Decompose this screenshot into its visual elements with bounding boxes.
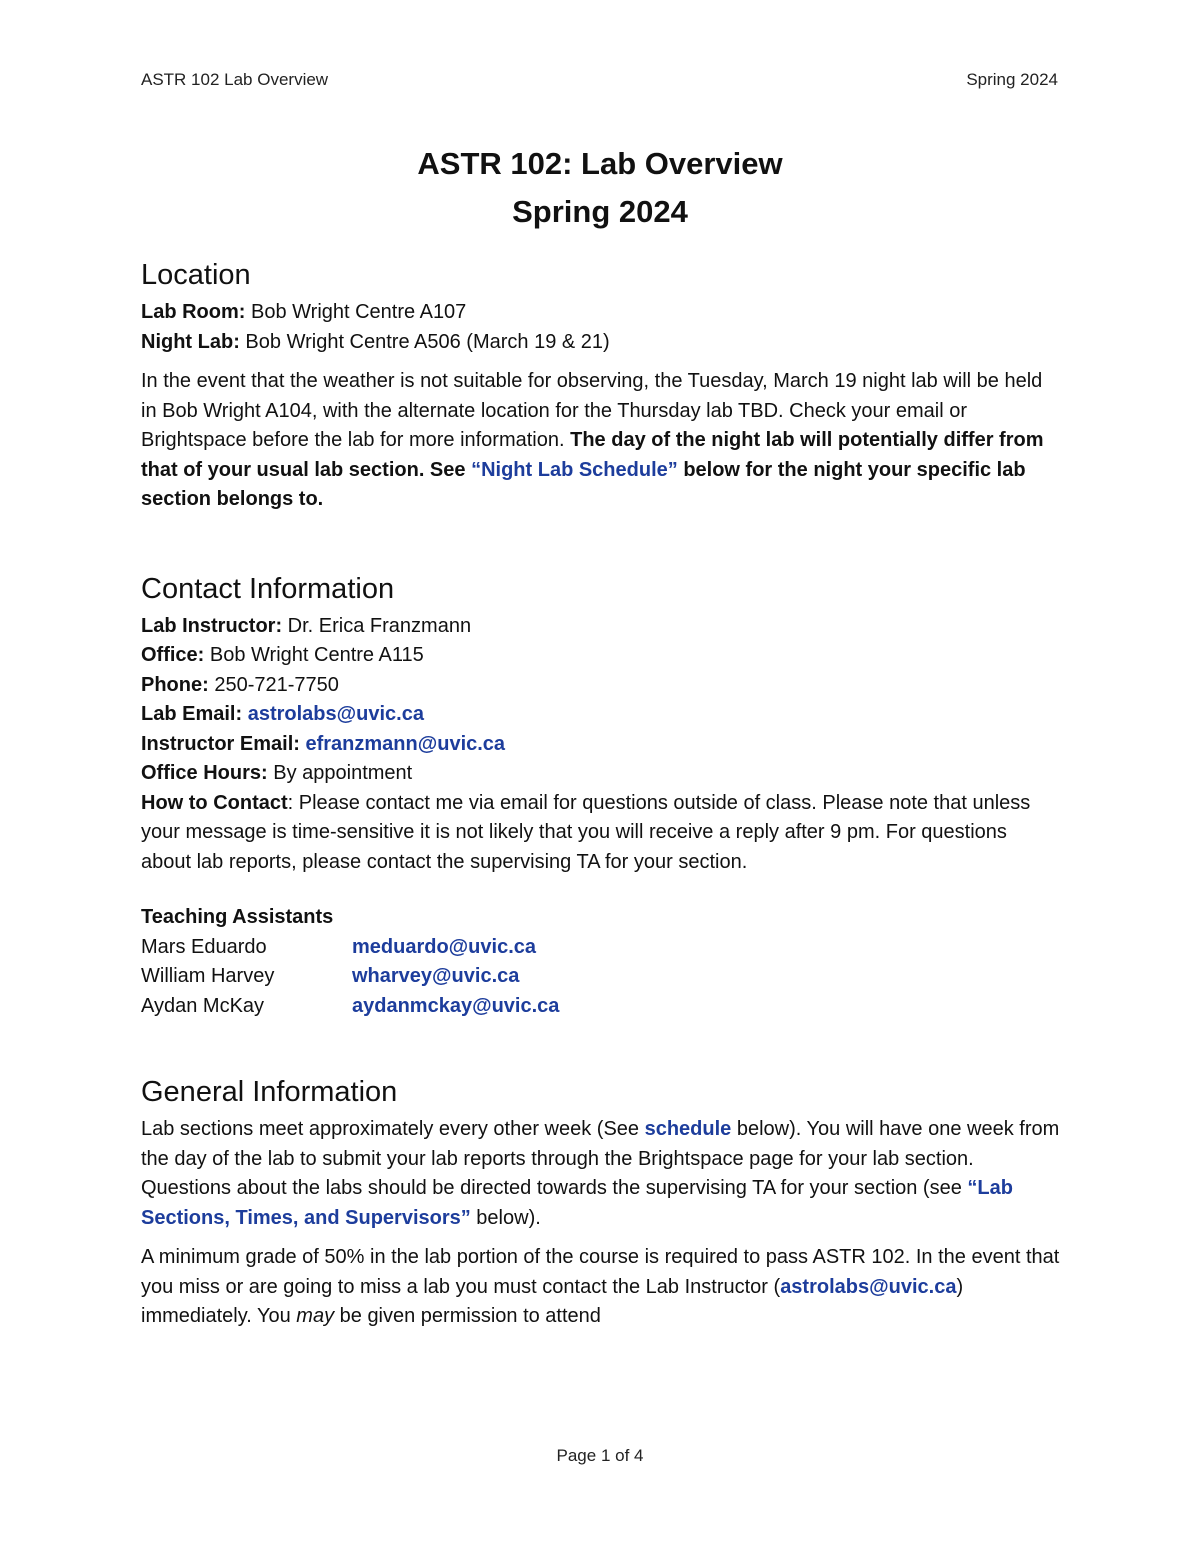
lab-email-line xyxy=(141,700,1061,730)
general-p1-text: Lab sections meet approximately every other week (See xyxy=(141,1118,645,1140)
location-para-bold-end: below for the night your specific lab section belongs to. xyxy=(141,458,1026,510)
contact-heading: Contact Information xyxy=(141,572,395,605)
general-paragraph-2 xyxy=(141,1243,1061,1332)
page-number: Page 1 of 4 xyxy=(556,1446,644,1465)
general-p2-emphasis: may xyxy=(296,1305,335,1327)
location-para-text: In the event that the weather is not suitable for observing, the Tuesday, March 19 night lab will be held in Bob Wright A104, with the alternate location for the Thursday lab TBD. Check your email or Brightspace before the lab for more information. xyxy=(141,370,1043,451)
ta-row xyxy=(141,992,1061,1022)
ta-email-link[interactable]: wharvey@uvic.ca xyxy=(352,965,520,987)
lab-room-value: Bob Wright Centre A107 xyxy=(245,301,467,323)
general-paragraph-1 xyxy=(141,1115,1061,1233)
night-lab-value: Bob Wright Centre A506 (March 19 & 21) xyxy=(239,330,610,353)
instructor-label: Lab Instructor: xyxy=(141,614,283,637)
instructor-value: Dr. Erica Franzmann xyxy=(282,614,472,637)
running-header-left: ASTR 102 Lab Overview xyxy=(141,70,329,89)
office-label: Office: xyxy=(141,644,205,666)
ta-heading xyxy=(141,903,1061,933)
general-section xyxy=(141,1073,1061,1332)
instructor-email-label: Instructor Email: xyxy=(141,732,306,755)
instructor-email-link[interactable]: efranzmann@uvic.ca xyxy=(305,732,506,755)
general-p1-text-2: below). You will have one week from the day of the lab to submit your lab reports through the Brightspace page for your lab section. Questions about the labs should be directed towards the supervising TA for your section (see xyxy=(141,1118,1060,1199)
ta-name: Mars Eduardo xyxy=(141,935,267,958)
night-lab-line xyxy=(141,328,1061,358)
lab-email-link[interactable]: astrolabs@uvic.ca xyxy=(247,703,424,725)
general-p2-text: A minimum grade of 50% in the lab portion of the course is required to pass ASTR 102. In the event that you miss or are going to miss a lab you must contact the Lab Instructor ( xyxy=(141,1246,1060,1298)
phone-label: Phone: xyxy=(141,673,209,696)
office-hours-value: By appointment xyxy=(267,762,413,784)
how-to-contact-value: : Please contact me via email for questions outside of class. Please note that unless your message is time-sensitive it is not likely that you will receive a reply after 9 pm. For questions about lab reports, please contact the supervising TA for your section. xyxy=(141,791,1031,873)
phone-value: 250-721-7750 xyxy=(208,673,339,696)
astrolabs-email-link[interactable]: astrolabs@uvic.ca xyxy=(780,1275,957,1298)
page-content xyxy=(141,256,1061,1332)
instructor-email-line xyxy=(141,730,1061,760)
contact-section xyxy=(141,570,1061,1022)
office-line xyxy=(141,641,1061,671)
general-p2-text-2: ) immediately. You xyxy=(141,1275,964,1327)
office-value: Bob Wright Centre A115 xyxy=(204,644,424,666)
document-title: ASTR 102: Lab Overview xyxy=(417,146,783,181)
instructor-line xyxy=(141,612,1061,642)
running-header-right: Spring 2024 xyxy=(966,70,1058,89)
how-to-contact-label: How to Contact xyxy=(141,791,288,814)
location-para-bold: The day of the night lab will potentially differ from that of your usual lab section. See xyxy=(141,429,1044,481)
general-p2-text-3: be given permission to attend xyxy=(334,1305,601,1327)
phone-line xyxy=(141,671,1061,701)
general-heading: General Information xyxy=(141,1076,398,1108)
document-subtitle: Spring 2024 xyxy=(512,194,688,229)
ta-heading-text: Teaching Assistants xyxy=(141,906,334,928)
lab-room-line xyxy=(141,298,1061,328)
ta-email-link[interactable]: meduardo@uvic.ca xyxy=(352,935,537,958)
ta-name: Aydan McKay xyxy=(141,994,265,1017)
how-to-contact-paragraph xyxy=(141,789,1061,878)
location-section xyxy=(141,256,1061,515)
ta-email-link[interactable]: aydanmckay@uvic.ca xyxy=(352,994,560,1017)
lab-room-label: Lab Room: xyxy=(141,301,246,323)
location-paragraph xyxy=(141,367,1061,515)
ta-row xyxy=(141,962,1061,992)
night-lab-schedule-link[interactable]: “Night Lab Schedule” xyxy=(471,458,678,481)
general-p1-text-3: below). xyxy=(470,1206,541,1229)
ta-row xyxy=(141,933,1061,963)
schedule-link[interactable]: schedule xyxy=(644,1118,732,1140)
lab-sections-link[interactable]: “Lab Sections, Times, and Supervisors” xyxy=(141,1177,1013,1229)
office-hours-label: Office Hours: xyxy=(141,762,268,784)
lab-email-label: Lab Email: xyxy=(141,703,248,725)
night-lab-label: Night Lab: xyxy=(141,330,240,353)
ta-name: William Harvey xyxy=(141,965,275,987)
location-heading: Location xyxy=(141,259,251,291)
office-hours-line xyxy=(141,759,1061,789)
